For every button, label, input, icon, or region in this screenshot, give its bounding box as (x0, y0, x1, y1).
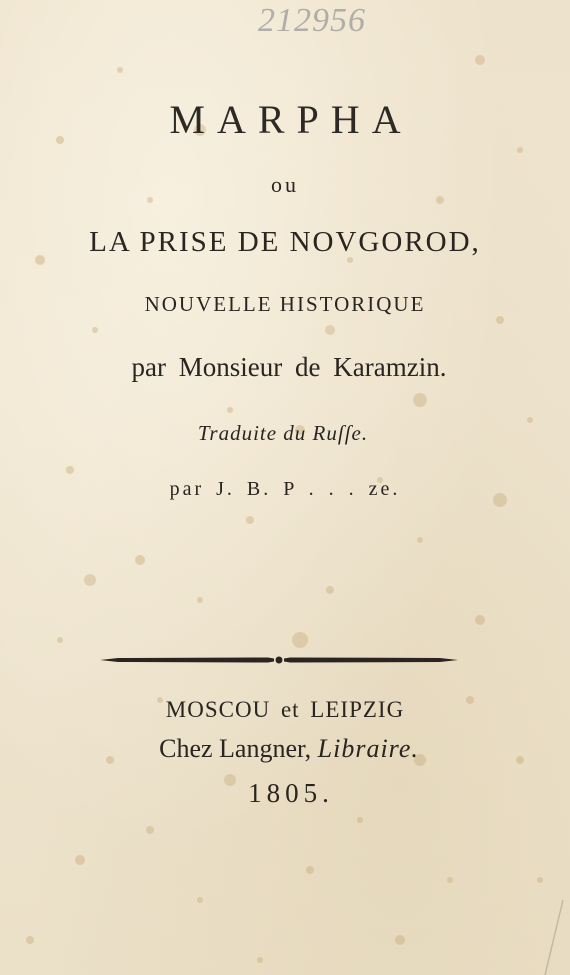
ornamental-rule (98, 651, 460, 669)
author-line: par Monsieur de Karamzin. (131, 352, 447, 382)
translator-line: par J. B. P . . . ze. (169, 478, 401, 500)
publisher-name: Chez Langner, (159, 734, 312, 763)
publisher-line (4, 734, 570, 764)
translation-note: Traduite du Ruſſe. (197, 421, 369, 445)
book-genre: NOUVELLE HISTORIQUE (144, 292, 426, 316)
library-stamp: 212956 (258, 2, 366, 39)
book-title: MARPHA (169, 97, 413, 142)
title-conjunction: ou (271, 172, 299, 197)
publisher-role: Libraire. (317, 734, 419, 763)
publisher-place: MOSCOU et LEIPZIG (165, 697, 405, 722)
publication-year: 1805. (248, 778, 334, 808)
book-subtitle: LA PRISE DE NOVGOROD, (89, 226, 481, 258)
